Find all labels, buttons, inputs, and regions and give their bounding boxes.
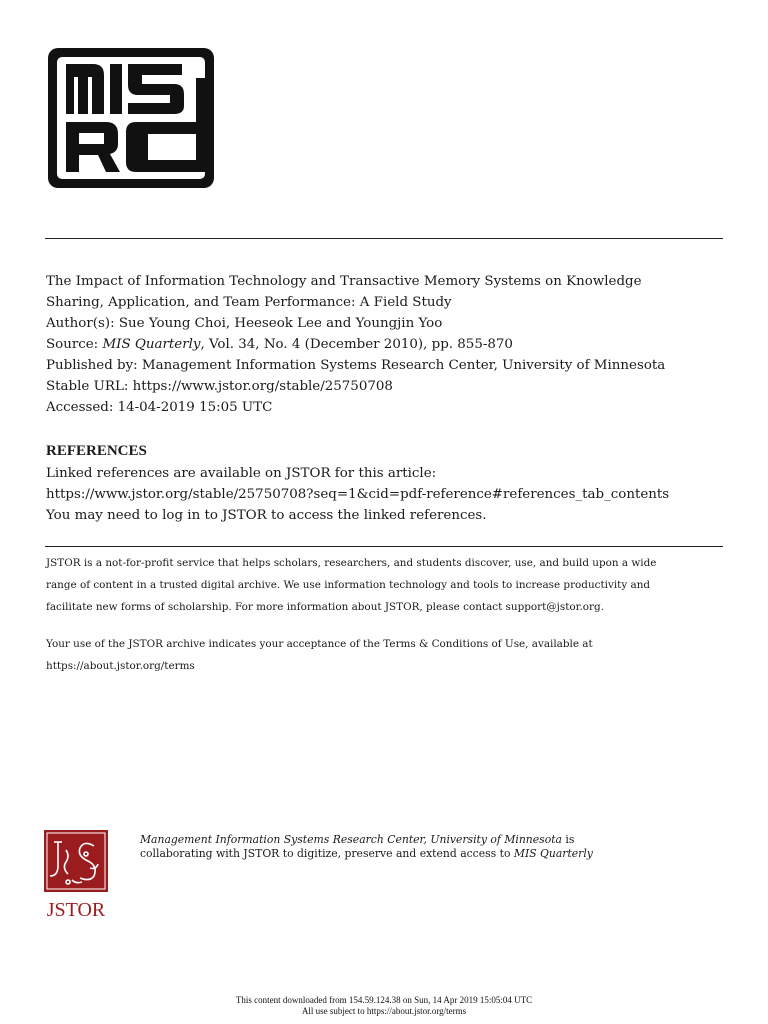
download-footer <box>0 995 768 1017</box>
terms-line: Your use of the JSTOR archive indicates your acceptance of the Terms & Conditions of Use, available at <box>46 638 593 650</box>
authors-value: Sue Young Choi, Heeseok Lee and Youngjin Yoo <box>118 316 443 331</box>
collab-is: is <box>561 833 575 846</box>
references-intro: Linked references are available on JSTOR for this article: <box>46 466 437 481</box>
terms-notice <box>46 633 736 677</box>
references-link[interactable]: https://www.jstor.org/stable/25750708?seq=1&cid=pdf-reference#references_tab_contents <box>46 487 670 502</box>
collab-publisher: Management Information Systems Research Center, University of Minnesota <box>140 833 562 846</box>
article-stable-url: Stable URL: https://www.jstor.org/stable/25750708 <box>46 379 393 394</box>
article-metadata <box>46 271 736 418</box>
notice-line: facilitate new forms of scholarship. For more information about JSTOR, please contact support@jstor.org. <box>46 601 604 613</box>
collaboration-statement <box>140 833 640 861</box>
article-title-line-1: The Impact of Information Technology and Transactive Memory Systems on Knowledge <box>46 274 642 289</box>
article-publisher: Published by: Management Information Systems Research Center, University of Minnesota <box>46 358 666 373</box>
article-source <box>46 334 736 355</box>
misrc-logo <box>48 48 214 188</box>
jstor-notice <box>46 552 736 618</box>
terms-link[interactable]: https://about.jstor.org/terms <box>46 660 195 672</box>
notice-line: JSTOR is a not-for-profit service that helps scholars, researchers, and students discover, use, and build upon a wide <box>46 557 657 569</box>
article-accessed: Accessed: 14-04-2019 15:05 UTC <box>46 400 273 415</box>
collab-journal: MIS Quarterly <box>513 847 593 860</box>
footer-line-1: This content downloaded from 154.59.124.38 on Sun, 14 Apr 2019 15:05:04 UTC <box>235 995 533 1005</box>
notice-line: range of content in a trusted digital archive. We use information technology and tools to increase productivity and <box>46 579 651 591</box>
references-login-note: You may need to log in to JSTOR to access the linked references. <box>46 508 487 523</box>
authors-label: Author(s): <box>46 316 115 331</box>
middle-divider <box>45 546 723 547</box>
article-title-line-2: Sharing, Application, and Team Performance: A Field Study <box>46 295 452 310</box>
source-details: , Vol. 34, No. 4 (December 2010), pp. 855-870 <box>200 337 513 352</box>
top-divider <box>45 238 723 239</box>
source-journal: MIS Quarterly <box>102 337 201 352</box>
footer-line-2: All use subject to https://about.jstor.org/terms <box>301 1006 467 1016</box>
source-label: Source: <box>46 337 99 352</box>
collab-text: collaborating with JSTOR to digitize, preserve and extend access to <box>140 847 514 860</box>
article-authors <box>46 313 736 334</box>
references-block <box>46 463 746 526</box>
jstor-logo <box>44 830 108 920</box>
references-heading: REFERENCES <box>46 443 147 459</box>
jstor-logo-text: JSTOR <box>46 899 106 920</box>
